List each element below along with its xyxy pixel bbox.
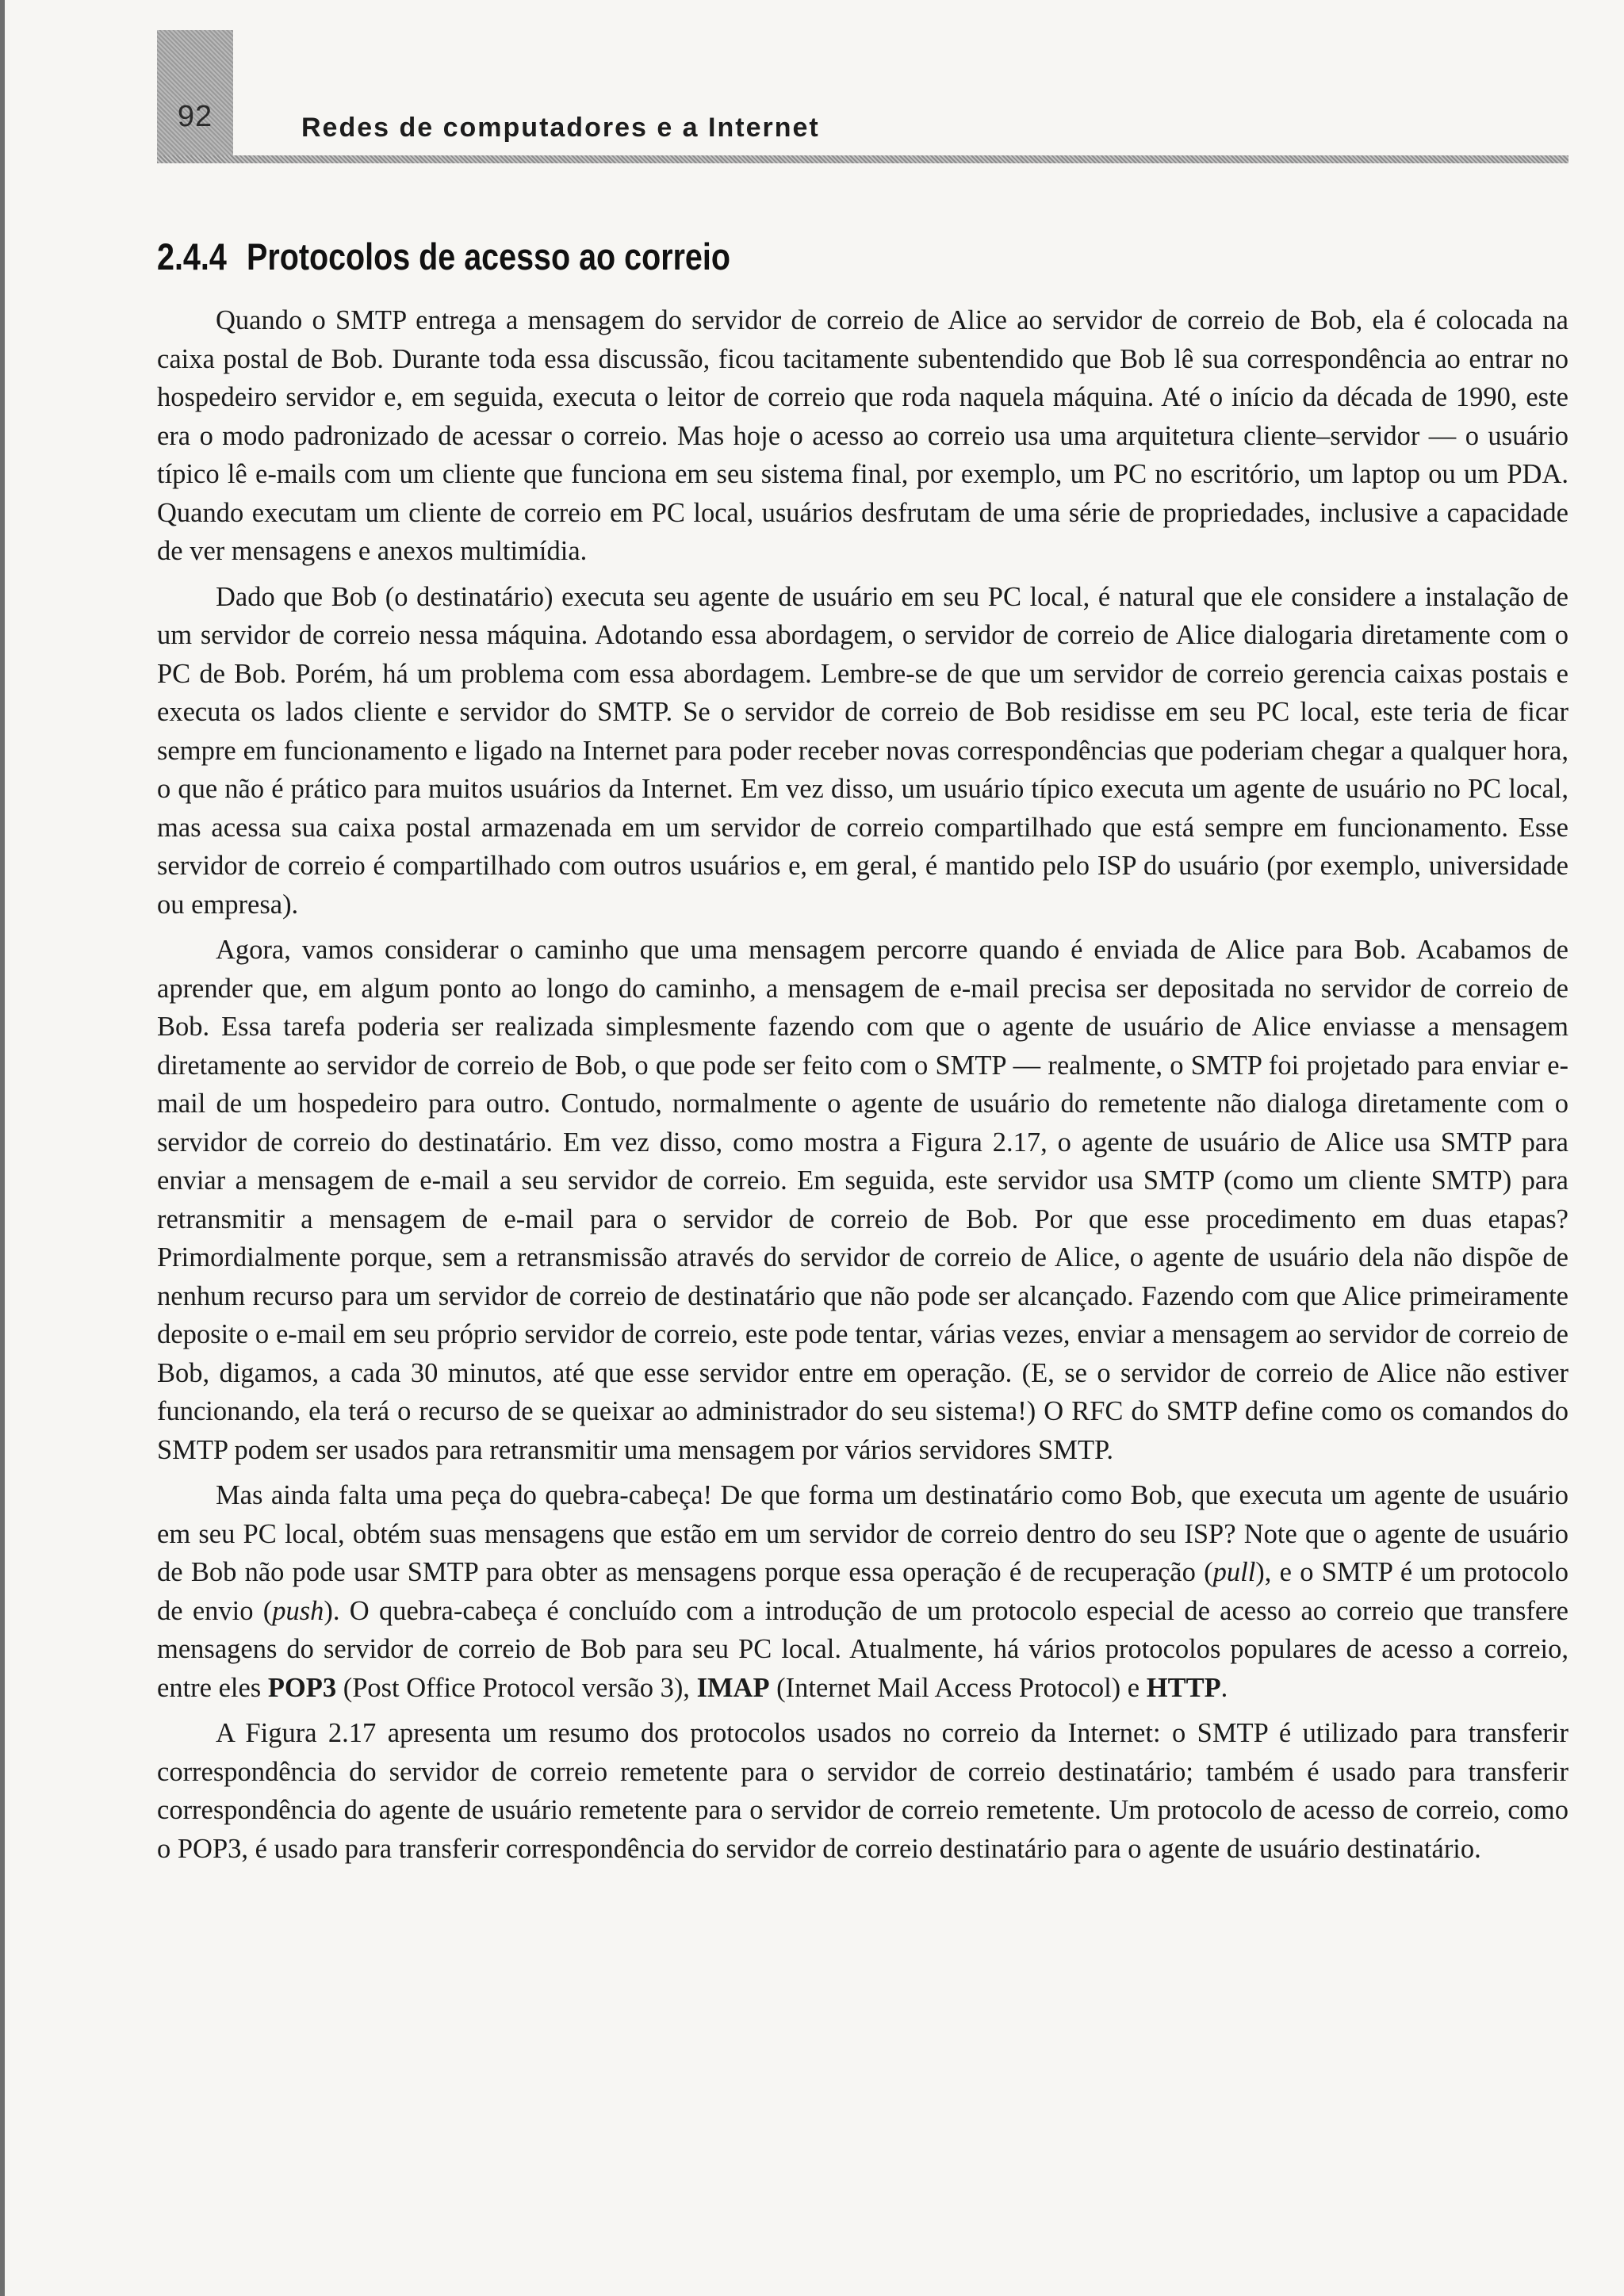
paragraph-5: A Figura 2.17 apresenta um resumo dos protocolos usados no correio da Internet: o SMTP é utilizado para transferir correspondência do servidor de correio remetente para o servidor de correio destinatário; também é usado para transferir correspondência do agente de usuário remetente para o servidor de correio remetente. Um protocolo de acesso de correio, como o POP3, é usado para transferir correspondência do servidor de correio destinatário para o agente de usuário destinatário. (157, 1718, 1568, 1864)
term-push: push (272, 1595, 324, 1626)
section-number: 2.4.4 (157, 235, 227, 277)
page-number-tab (157, 30, 233, 159)
scan-edge (0, 0, 5, 2296)
section-heading (157, 235, 730, 278)
term-pull: pull (1212, 1557, 1256, 1587)
paragraph-4-part-d: (Post Office Protocol versão 3), (336, 1672, 697, 1703)
paragraph-4-part-a: Mas ainda falta uma peça do quebra-cabeça! De que forma um destinatário como Bob, que executa um agente de usuário em seu PC local, obtém suas mensagens que estão em um servidor de correio dentro do seu ISP? Note que o agente de usuário de Bob não pode usar SMTP para obter as mensagens porque essa operação é de recuperação ( (157, 1480, 1568, 1587)
term-pop3: POP3 (267, 1672, 337, 1703)
paragraph-4-part-f: . (1220, 1672, 1228, 1703)
paragraph-2: Dado que Bob (o destinatário) executa seu agente de usuário em seu PC local, é natural que ele considere a instalação de um servidor de correio nessa máquina. Adotando essa abordagem, o servidor de correio de Alice dialogaria diretamente com o PC de Bob. Porém, há um problema com essa abordagem. Lembre-se de que um servidor de correio gerencia caixas postais e executa os lados cliente e servidor do SMTP. Se o servidor de correio de Bob residisse em seu PC local, este teria de ficar sempre em funcionamento e ligado na Internet para poder receber novas correspondências que poderiam chegar a qualquer hora, o que não é prático para muitos usuários da Internet. Em vez disso, um usuário típico executa um agente de usuário no PC local, mas acessa sua caixa postal armazenada em um servidor de correio compartilhado que está sempre em funcionamento. Esse servidor de correio é compartilhado com outros usuários e, em geral, é mantido pelo ISP do usuário (por exemplo, universidade ou empresa). (157, 581, 1568, 920)
page-number: 92 (177, 100, 213, 133)
paragraph-3: Agora, vamos considerar o caminho que uma mensagem percorre quando é enviada de Alice para Bob. Acabamos de aprender que, em algum ponto ao longo do caminho, a mensagem de e-mail precisa ser depositada no servidor de correio de Bob. Essa tarefa poderia ser realizada simplesmente fazendo com que o agente de usuário de Alice enviasse a mensagem diretamente ao servidor de correio de Bob, o que pode ser feito com o SMTP — realmente, o SMTP foi projetado para enviar e-mail de um hospedeiro para outro. Contudo, normalmente o agente de usuário do remetente não dialoga diretamente com o servidor de correio do destinatário. Em vez disso, como mostra a Figura 2.17, o agente de usuário de Alice usa SMTP para enviar a mensagem de e-mail a seu servidor de correio. Em seguida, este servidor usa SMTP (como um cliente SMTP) para retransmitir a mensagem de e-mail para o servidor de correio de Bob. Por que esse procedimento em duas etapas? Primordialmente porque, sem a retransmissão através do servidor de correio de Alice, o agente de usuário dela não dispõe de nenhum recurso para um servidor de correio de destinatário que não pode ser alcançado. Fazendo com que Alice primeiramente deposite o e-mail em seu próprio servidor de correio, este pode tentar, várias vezes, enviar a mensagem ao servidor de correio de Bob, digamos, a cada 30 minutos, até que esse servidor entre em operação. (E, se o servidor de correio de Alice não estiver funcionando, ela terá o recurso de se queixar ao administrador do seu sistema!) O RFC do SMTP define como os comandos do SMTP podem ser usados para retransmitir uma mensagem por vários servidores SMTP. (157, 935, 1568, 1465)
paragraph-4-part-c: ). O quebra-cabeça é concluído com a introdução de um protocolo especial de acesso ao correio que transfere mensagens do servidor de correio de Bob para seu PC local. Atualmente, há vários protocolos populares de acesso a correio, entre eles (157, 1595, 1568, 1703)
header-rule (157, 155, 1568, 163)
running-title: Redes de computadores e a Internet (301, 113, 820, 143)
paragraph-4-part-e: (Internet Mail Access Protocol) e (769, 1672, 1147, 1703)
term-imap: IMAP (696, 1672, 770, 1703)
term-http: HTTP (1146, 1672, 1221, 1703)
paragraph-4-part-b: ), e o SMTP é um protocolo de envio ( (157, 1557, 1569, 1626)
body-text (157, 301, 1568, 1875)
paragraph-4 (157, 1476, 1568, 1707)
section-title: Protocolos de acesso ao correio (247, 235, 730, 277)
paragraph-1: Quando o SMTP entrega a mensagem do servidor de correio de Alice ao servidor de correio de Bob, ela é colocada na caixa postal de Bob. Durante toda essa discussão, ficou tacitamente subentendido que Bob lê sua correspondência ao entrar no hospedeiro servidor e, em seguida, executa o leitor de correio que roda naquela máquina. Até o início da década de 1990, este era o modo padronizado de acessar o correio. Mas hoje o acesso ao correio usa uma arquitetura cliente–servidor — o usuário típico lê e-mails com um cliente que funciona em seu sistema final, por exemplo, um PC no escritório, um laptop ou um PDA. Quando executam um cliente de correio em PC local, usuários desfrutam de uma série de propriedades, inclusive a capacidade de ver mensagens e anexos multimídia. (157, 305, 1568, 566)
